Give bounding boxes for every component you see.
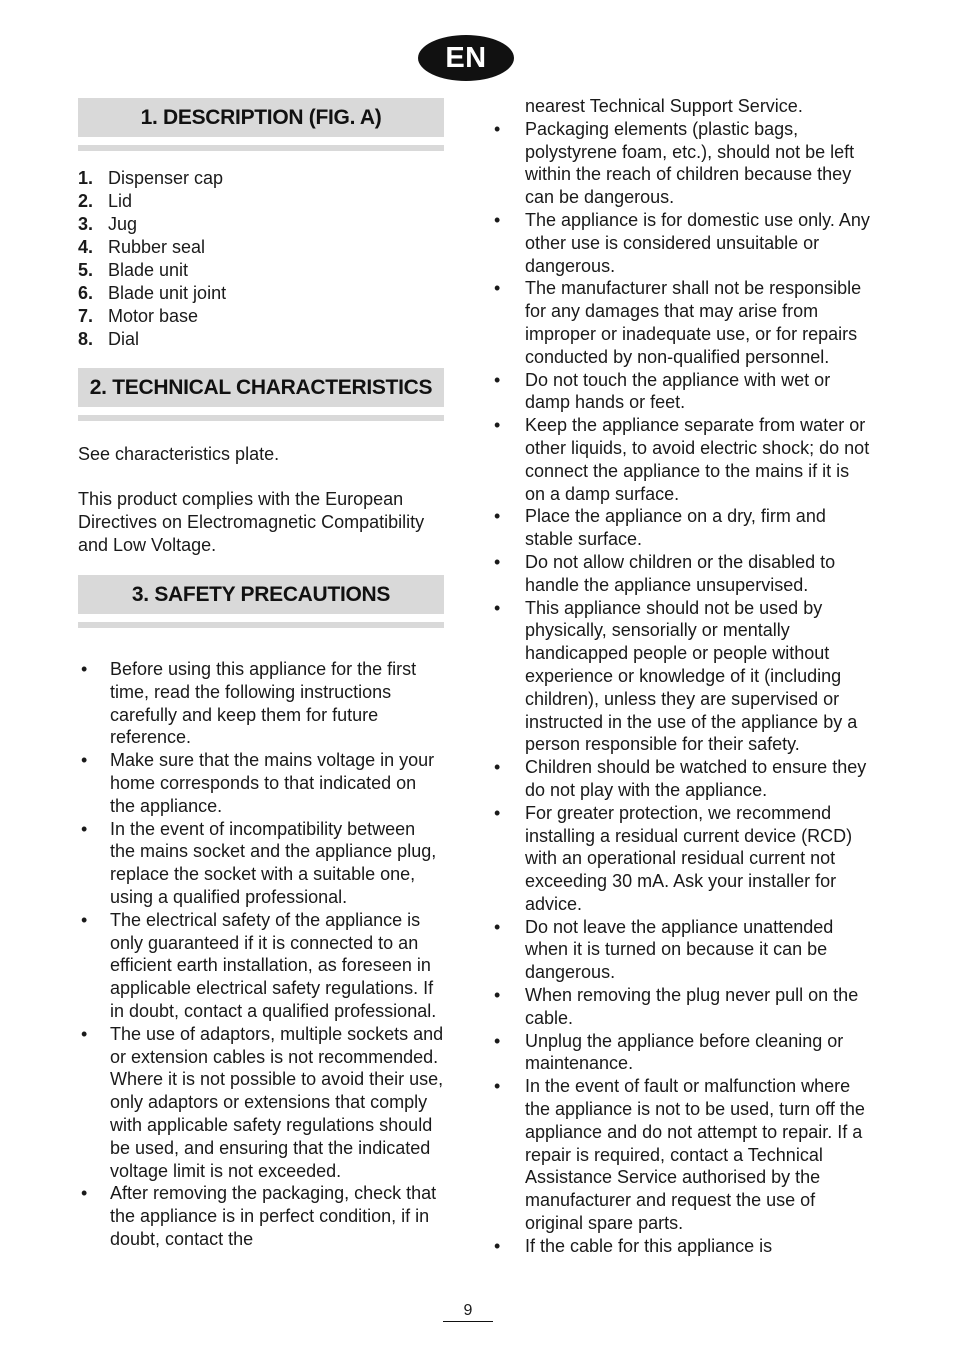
item-text: The electrical safety of the appliance is only guaranteed if it is connected to an efficient earth installation, as foreseen in applicable electrical safety regulations. If in doubt, contact a qualified professional. (110, 909, 437, 1021)
item-text: Children should be watched to ensure they do not play with the appliance. (525, 757, 867, 800)
list-item (78, 749, 444, 817)
list-item (78, 1182, 444, 1250)
section-safety (78, 575, 444, 1251)
item-text: Do not leave the appliance unattended when it is turned on because it can be dangerous. (525, 916, 834, 983)
list-item (78, 259, 444, 282)
continued-text: nearest Technical Support Service. (525, 96, 803, 116)
section-divider (78, 622, 444, 628)
item-label: Motor base (108, 306, 199, 326)
item-text: Unplug the appliance before cleaning or maintenance. (525, 1030, 844, 1074)
paragraph: This product complies with the European Directives on Electromagnetic Compatibility and Low Voltage. (78, 489, 425, 555)
bullet: • (494, 551, 501, 572)
list-item (493, 414, 873, 505)
bullet: • (81, 909, 88, 930)
list-item (78, 658, 444, 749)
bullet: • (494, 415, 501, 436)
list-item (78, 305, 444, 328)
bullet: • (494, 916, 501, 937)
item-number: 2. (78, 191, 94, 211)
bullet: • (494, 597, 501, 618)
parts-list (78, 167, 444, 351)
section-divider (78, 415, 444, 421)
list-item (493, 1235, 873, 1258)
item-label: Blade unit (108, 260, 189, 280)
list-item (78, 190, 444, 213)
item-text: Make sure that the mains voltage in your home corresponds to that indicated on the appliance. (110, 750, 435, 816)
item-label: Dial (108, 329, 140, 349)
bullet: • (494, 757, 501, 778)
item-text: Do not touch the appliance with wet or damp hands or feet. (525, 369, 831, 413)
item-text: For greater protection, we recommend installing a residual current device (RCD) with an operational residual current not exceeding 30 mA. Ask your installer for advice. (525, 802, 853, 914)
list-item (78, 909, 444, 1023)
left-column (78, 98, 444, 1251)
bullet: • (494, 1076, 501, 1097)
item-label: Jug (108, 214, 138, 234)
safety-list-continued (493, 118, 873, 1258)
list-item (493, 277, 873, 368)
item-text: Do not allow children or the disabled to handle the appliance unsupervised. (525, 551, 836, 595)
list-item (493, 551, 873, 597)
bullet: • (494, 1235, 501, 1256)
list-item (78, 1023, 444, 1183)
page-number-rule (443, 1321, 493, 1322)
page-number: 9 (463, 1302, 473, 1319)
bullet: • (494, 209, 501, 230)
item-text: Keep the appliance separate from water or other liquids, to avoid electric shock; do not connect the appliance to the mains if it is on a damp surface. (525, 415, 870, 504)
list-item (78, 167, 444, 190)
item-text: When removing the plug never pull on the cable. (525, 985, 859, 1028)
list-item (493, 984, 873, 1030)
item-text: The use of adaptors, multiple sockets and or extension cables is not recommended. Where it is not possible to avoid their use, only adaptors or extensions that comply with applicable safety regulations should be used, and ensuring that the indicated voltage limit is not exceeded. (110, 1023, 444, 1181)
item-number: 5. (78, 260, 94, 280)
item-number: 7. (78, 306, 94, 326)
item-number: 4. (78, 237, 94, 257)
section-heading: 1. DESCRIPTION (FIG. A) (78, 98, 444, 137)
bullet: • (81, 659, 88, 679)
list-item (493, 756, 873, 802)
item-text: This appliance should not be used by physically, sensorially or mentally handicapped people or people without experience or knowledge of it (including children), unless they are supervised or instructed in the use of the appliance by a person responsible for their safety. (525, 597, 858, 755)
item-text: After removing the packaging, check that the appliance is in perfect condition, if in doubt, contact the (110, 1183, 437, 1249)
list-item (493, 118, 873, 209)
item-number: 3. (78, 214, 94, 234)
list-item (493, 802, 873, 916)
list-item (78, 328, 444, 351)
item-label: Blade unit joint (108, 283, 227, 303)
list-item (78, 282, 444, 305)
bullet: • (81, 818, 88, 839)
item-text: The appliance is for domestic use only. Any other use is considered unsuitable or dangerous. (525, 209, 870, 276)
list-item (493, 1030, 873, 1076)
item-label: Lid (108, 191, 133, 211)
bullet: • (494, 985, 501, 1006)
list-item (78, 236, 444, 259)
bullet: • (81, 1023, 88, 1044)
bullet: • (81, 1183, 88, 1204)
section-heading: 2. TECHNICAL CHARACTERISTICS (78, 368, 444, 407)
language-badge: EN (418, 35, 514, 81)
right-column (493, 95, 873, 1258)
safety-list (78, 658, 444, 1251)
section-heading: 3. SAFETY PRECAUTIONS (78, 575, 444, 614)
paragraph: See characteristics plate. (78, 444, 280, 464)
item-text: The manufacturer shall not be responsible for any damages that may arise from improper or inadequate use, or for repairs conducted by non-qualified personnel. (525, 278, 862, 367)
bullet: • (494, 369, 501, 390)
bullet: • (494, 118, 501, 139)
list-item (493, 209, 873, 277)
section-description (78, 98, 444, 351)
item-text: If the cable for this appliance is (525, 1235, 773, 1256)
item-number: 6. (78, 283, 94, 303)
item-number: 8. (78, 329, 94, 349)
item-label: Rubber seal (108, 237, 206, 257)
bullet: • (494, 1030, 501, 1051)
list-item (78, 818, 444, 909)
item-text: In the event of incompatibility between the mains socket and the appliance plug, replace the socket with a suitable one, using a qualified professional. (110, 818, 437, 907)
bullet: • (494, 278, 501, 299)
bullet: • (494, 802, 501, 823)
item-number: 1. (78, 168, 94, 188)
item-text: Place the appliance on a dry, firm and stable surface. (525, 506, 826, 550)
list-item (78, 213, 444, 236)
list-item (493, 505, 873, 551)
item-label: Dispenser cap (108, 168, 224, 188)
section-technical (78, 368, 444, 557)
item-text: Packaging elements (plastic bags, polystyrene foam, etc.), should not be left within the reach of children because they can be dangerous. (525, 118, 855, 208)
item-text: In the event of fault or malfunction where the appliance is not to be used, turn off the appliance and do not attempt to repair. If a repair is required, contact a Technical Assistance Service authorised by the manufacturer and request the use of original spare parts. (525, 1076, 865, 1234)
list-item (493, 369, 873, 415)
list-item (493, 597, 873, 757)
bullet: • (494, 506, 501, 527)
bullet: • (81, 750, 88, 771)
section-divider (78, 145, 444, 151)
list-item (493, 1075, 873, 1235)
list-item (493, 916, 873, 984)
item-text: Before using this appliance for the first time, read the following instructions carefully and keep them for future reference. (110, 659, 417, 748)
